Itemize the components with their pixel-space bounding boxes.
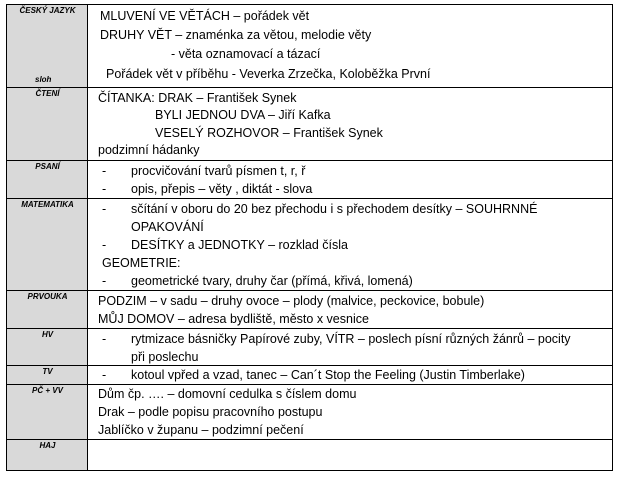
content-line: ČÍTANKA: DRAK – František Synek [98, 91, 297, 105]
content-line: Jablíčko v županu – podzimní pečení [98, 423, 304, 437]
subject-name: ČESKÝ JAZYK [19, 6, 76, 15]
subject-name: MATEMATIKA [21, 200, 74, 209]
content-line: podzimní hádanky [98, 143, 200, 157]
subject-name: ČTENÍ [35, 89, 60, 98]
content-cell [88, 199, 612, 290]
row-writing [7, 161, 612, 199]
subject-cell [7, 161, 88, 198]
subject-cell [7, 291, 88, 328]
subject-cell [7, 88, 88, 160]
row-crafts-art [7, 385, 612, 440]
content-cell [88, 440, 612, 470]
subject-name: PSANÍ [35, 162, 60, 171]
content-cell [88, 366, 612, 384]
content-line: procvičování tvarů písmen t, r, ř [131, 164, 306, 178]
content-line: BYLI JEDNOU DVA – Jiří Kafka [155, 108, 331, 122]
bullet-dash: - [102, 368, 107, 382]
content-line: kotoul vpřed a vzad, tanec – Can´t Stop the Feeling (Justin Timberlake) [131, 368, 525, 382]
subject-cell [7, 199, 88, 290]
subject-name: PRVOUKA [27, 292, 68, 301]
content-cell [88, 161, 612, 198]
subject-sub: sloh [35, 75, 52, 84]
weekly-plan-table [6, 4, 613, 471]
subject-cell [7, 440, 88, 470]
content-line: sčítání v oboru do 20 bez přechodu i s přechodem desítky – SOUHRNNÉ [131, 202, 538, 216]
content-line: Pořádek vět v příběhu - Veverka Zrzečka, Koloběžka První [106, 67, 431, 81]
subject-cell [7, 385, 88, 439]
content-line: opis, přepis – věty , diktát - slova [131, 182, 313, 196]
content-line: Dům čp. …. – domovní cedulka s číslem domu [98, 387, 357, 401]
row-music [7, 329, 612, 366]
bullet-dash: - [102, 164, 107, 178]
bullet-dash: - [102, 238, 107, 252]
subject-cell [7, 366, 88, 384]
content-cell [88, 329, 612, 365]
content-cell [88, 385, 612, 439]
row-english [7, 440, 612, 470]
row-pe [7, 366, 612, 385]
bullet-dash: - [102, 274, 107, 288]
content-cell [88, 291, 612, 328]
content-line: MLUVENÍ VE VĚTÁCH – pořádek vět [100, 9, 310, 23]
bullet-dash: - [102, 332, 107, 346]
content-line: VESELÝ ROZHOVOR – František Synek [155, 126, 383, 140]
bullet-dash: - [102, 202, 107, 216]
content-line: - věta oznamovací a tázací [171, 47, 321, 61]
content-line: Drak – podle popisu pracovního postupu [98, 405, 323, 419]
content-line: DESÍTKY a JEDNOTKY – rozklad čísla [131, 238, 348, 252]
row-reading [7, 88, 612, 161]
subject-cell [7, 329, 88, 365]
content-line: GEOMETRIE: [102, 256, 181, 270]
row-czech [7, 5, 612, 88]
content-line: DRUHY VĚT – znaménka za větou, melodie věty [100, 28, 372, 42]
content-line: MŮJ DOMOV – adresa bydliště, město x vesnice [98, 312, 369, 326]
content-line: OPAKOVÁNÍ [131, 220, 204, 234]
content-line: rytmizace básničky Papírové zuby, VÍTR – poslech písní různých žánrů – pocity [131, 332, 571, 346]
subject-name: HAJ [39, 441, 56, 450]
subject-name: TV [42, 367, 53, 376]
content-cell [88, 5, 612, 87]
row-math [7, 199, 612, 291]
content-line: PODZIM – v sadu – druhy ovoce – plody (malvice, peckovice, bobule) [98, 294, 485, 308]
content-line: geometrické tvary, druhy čar (přímá, křivá, lomená) [131, 274, 413, 288]
row-science [7, 291, 612, 329]
subject-cell [7, 5, 88, 87]
subject-name: HV [41, 330, 54, 339]
bullet-dash: - [102, 182, 107, 196]
content-cell [88, 88, 612, 160]
content-line: při poslechu [131, 350, 199, 364]
subject-name: PČ + VV [32, 386, 63, 395]
